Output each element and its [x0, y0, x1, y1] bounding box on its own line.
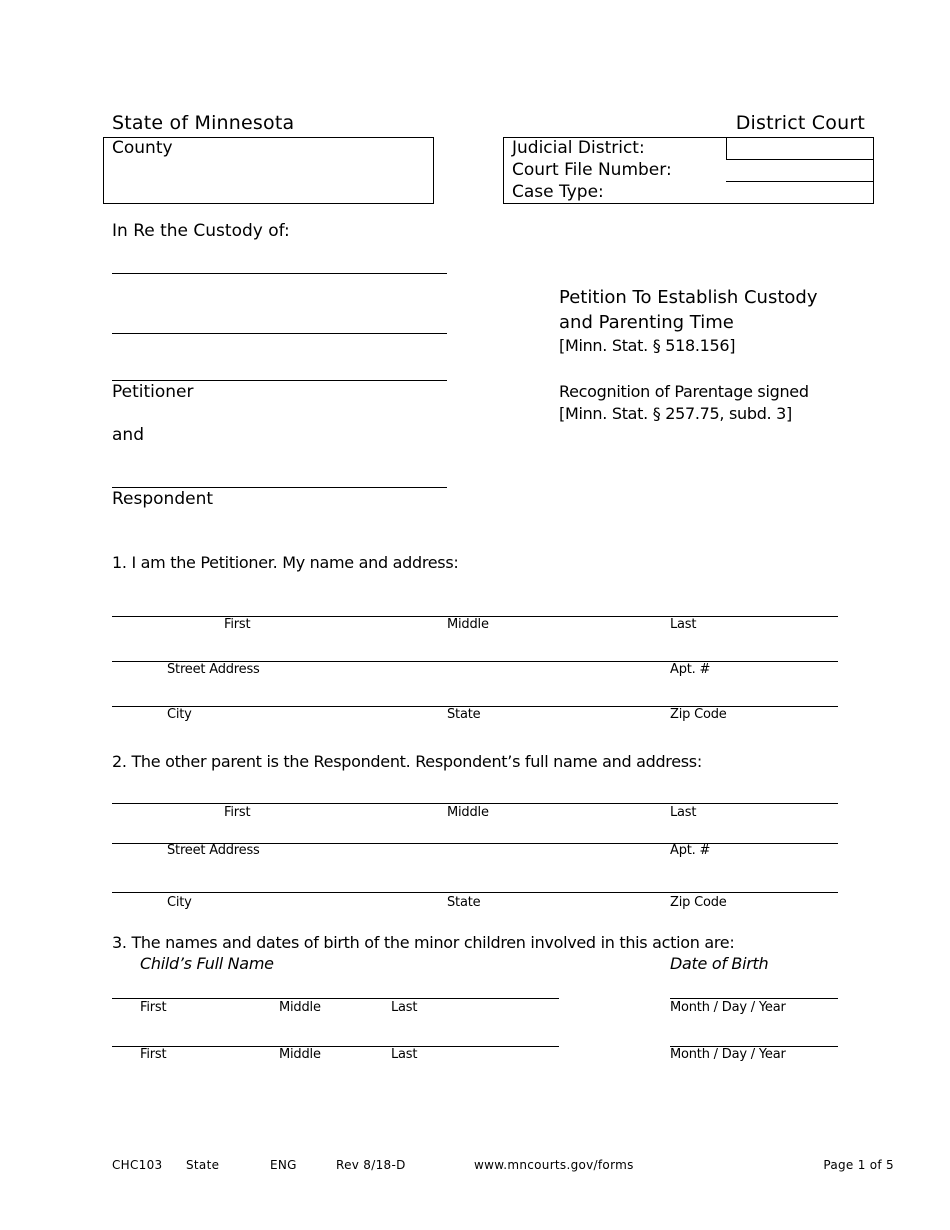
child-2-name-field[interactable]: [112, 1046, 559, 1047]
child-first-label: First: [140, 1000, 167, 1015]
statute-citation-2: [Minn. Stat. § 257.75, subd. 3]: [559, 404, 792, 423]
apt-label: Apt. #: [670, 662, 711, 677]
court-file-number-label: Court File Number:: [512, 160, 672, 180]
child-last-label: Last: [391, 1000, 418, 1015]
zip-code-label: Zip Code: [670, 895, 727, 910]
child-dob-label: Month / Day / Year: [670, 1047, 786, 1062]
footer-url[interactable]: www.mncourts.gov/forms: [474, 1158, 634, 1172]
middle-name-label: Middle: [447, 617, 489, 632]
footer-form-id: CHC103: [112, 1158, 163, 1172]
street-address-label: Street Address: [167, 662, 260, 677]
case-type-label: Case Type:: [512, 182, 604, 202]
form-subtitle: Recognition of Parentage signed: [559, 382, 809, 401]
footer-revision: Rev 8/18-D: [336, 1158, 406, 1172]
form-title-line-2: and Parenting Time: [559, 312, 734, 333]
child-dob-label: Month / Day / Year: [670, 1000, 786, 1015]
form-title-line-1: Petition To Establish Custody: [559, 287, 818, 308]
section-3-heading: 3. The names and dates of birth of the minor children involved in this action are:: [112, 933, 735, 952]
court-file-number-field[interactable]: [726, 181, 873, 182]
petitioner-name-line[interactable]: [112, 380, 447, 381]
first-name-label: First: [224, 805, 251, 820]
section-1-heading: 1. I am the Petitioner. My name and address:: [112, 553, 459, 572]
state-label: State: [447, 707, 481, 722]
child-middle-label: Middle: [279, 1047, 321, 1062]
respondent-city-field[interactable]: [112, 892, 838, 893]
court-name: District Court: [735, 112, 865, 134]
in-re-label: In Re the Custody of:: [112, 221, 290, 241]
respondent-label: Respondent: [112, 489, 214, 509]
middle-name-label: Middle: [447, 805, 489, 820]
respondent-name-field[interactable]: [112, 803, 838, 804]
footer-language: ENG: [270, 1158, 297, 1172]
last-name-label: Last: [670, 617, 697, 632]
judicial-district-field[interactable]: [726, 159, 873, 160]
child-name-line-1[interactable]: [112, 273, 447, 274]
zip-code-label: Zip Code: [670, 707, 727, 722]
state-name: State of Minnesota: [112, 112, 295, 134]
date-of-birth-header: Date of Birth: [670, 954, 769, 973]
county-box[interactable]: [103, 137, 434, 204]
apt-label: Apt. #: [670, 843, 711, 858]
child-first-label: First: [140, 1047, 167, 1062]
judicial-district-label: Judicial District:: [512, 138, 645, 158]
footer-page-number: Page 1 of 5: [823, 1158, 894, 1172]
case-info-box: [503, 137, 874, 204]
city-label: City: [167, 707, 192, 722]
statute-citation-1: [Minn. Stat. § 518.156]: [559, 336, 736, 355]
city-label: City: [167, 895, 192, 910]
and-label: and: [112, 425, 144, 445]
section-2-heading: 2. The other parent is the Respondent. Respondent’s full name and address:: [112, 752, 702, 771]
child-1-dob-field[interactable]: [670, 998, 838, 999]
child-last-label: Last: [391, 1047, 418, 1062]
footer-jurisdiction: State: [186, 1158, 220, 1172]
street-address-label: Street Address: [167, 843, 260, 858]
respondent-name-line[interactable]: [112, 487, 447, 488]
child-full-name-header: Child’s Full Name: [140, 954, 274, 973]
child-1-name-field[interactable]: [112, 998, 559, 999]
state-label: State: [447, 895, 481, 910]
first-name-label: First: [224, 617, 251, 632]
judicial-district-divider: [726, 138, 727, 160]
last-name-label: Last: [670, 805, 697, 820]
child-name-line-2[interactable]: [112, 333, 447, 334]
child-middle-label: Middle: [279, 1000, 321, 1015]
county-label: County: [112, 138, 173, 158]
petitioner-label: Petitioner: [112, 382, 194, 402]
